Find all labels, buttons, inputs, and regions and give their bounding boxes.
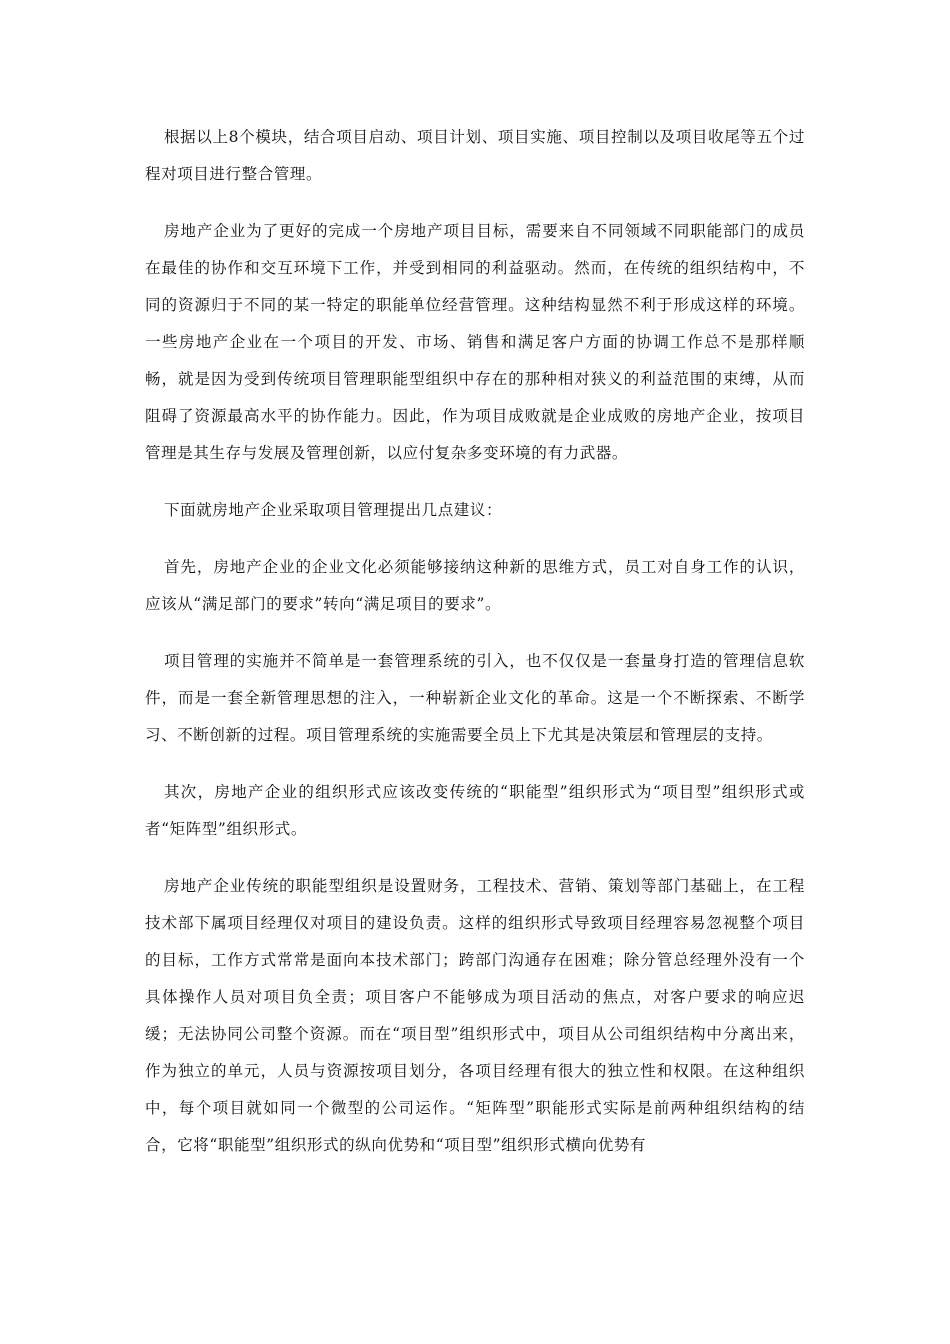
document-body [145,119,805,1184]
paragraph-first-suggestion: 首先，房地产企业的企业文化必须能够接纳这种新的思维方式，员工对自身工作的认识，应该从“满足部门的要求”转向“满足项目的要求”。 [145,558,805,613]
paragraph-modules-integration: 根据以上8个模块，结合项目启动、项目计划、项目实施、项目控制以及项目收尾等五个过程对项目进行整合管理。 [145,128,805,183]
paragraph-suggestions-intro: 下面就房地产企业采取项目管理提出几点建议： [164,501,503,519]
paragraph-organization-structure: 房地产企业为了更好的完成一个房地产项目目标，需要来自不同领域不同职能部门的成员在最佳的协作和交互环境下工作，并受到相同的利益驱动。然而，在传统的组织结构中，不同的资源归于不同的某一特定的职能单位经营管理。这种结构显然不利于形成这样的环境。一些房地产企业在一个项目的开发、市场、销售和满足客户方面的协调工作总不是那样顺畅，就是因为受到传统项目管理职能型组织中存在的那种相对狭义的利益范围的束缚，从而阻碍了资源最高水平的协作能力。因此，作为项目成败就是企业成败的房地产企业，按项目管理是其生存与发展及管理创新，以应付复杂多变环境的有力武器。 [145,222,805,462]
paragraph-second-suggestion: 其次，房地产企业的组织形式应该改变传统的“职能型”组织形式为“项目型”组织形式或者“矩阵型”组织形式。 [145,783,805,838]
paragraph-implementation: 项目管理的实施并不简单是一套管理系统的引入，也不仅仅是一套量身打造的管理信息软件，而是一套全新管理思想的注入，一种崭新企业文化的革命。这是一个不断探索、不断学习、不断创新的过程。项目管理系统的实施需要全员上下尤其是决策层和管理层的支持。 [145,652,805,744]
paragraph-organization-forms: 房地产企业传统的职能型组织是设置财务，工程技术、营销、策划等部门基础上，在工程技术部下属项目经理仅对项目的建设负责。这样的组织形式导致项目经理容易忽视整个项目的目标，工作方式常常是面向本技术部门；跨部门沟通存在困难；除分管总经理外没有一个具体操作人员对项目负全责；项目客户不能够成为项目活动的焦点，对客户要求的响应迟缓；无法协同公司整个资源。而在“项目型”组织形式中，项目从公司组织结构中分离出来，作为独立的单元，人员与资源按项目划分，各项目经理有很大的独立性和权限。在这种组织中，每个项目就如同一个微型的公司运作。“矩阵型”职能形式实际是前两种组织结构的结合，它将“职能型”组织形式的纵向优势和“项目型”组织形式横向优势有 [145,877,805,1154]
